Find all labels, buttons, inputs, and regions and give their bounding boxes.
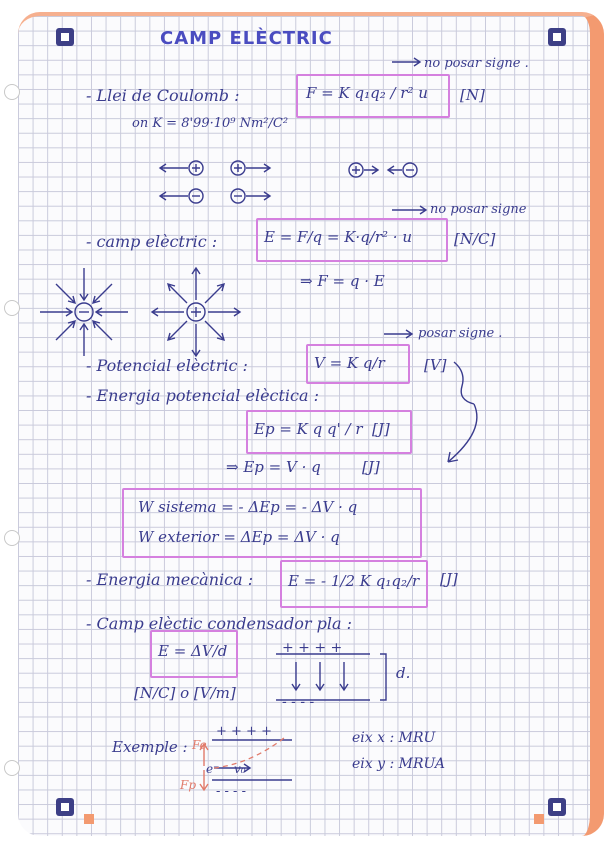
field-relation: ⇒ F = q · E xyxy=(300,272,385,290)
field-formula: E = F/q = K·q/r² · u xyxy=(264,228,413,246)
energy-label: - Energia potencial elèctica : xyxy=(86,386,320,405)
coulomb-constant: on K = 8'99·10⁹ Nm²/C² xyxy=(132,116,289,131)
potential-unit: [V] xyxy=(424,356,447,374)
example-plus-charges: + + + + xyxy=(216,724,272,739)
coulomb-unit: [N] xyxy=(460,86,485,104)
energy-unit: [J] xyxy=(372,420,390,438)
plate-plus-charges: + + + + xyxy=(282,640,343,656)
plate-minus-charges: - - - - xyxy=(282,694,315,710)
potential-note: posar signe . xyxy=(418,326,503,341)
x-axis-motion: eix x : MRU xyxy=(352,730,436,746)
velocity-label: v₀ xyxy=(234,762,246,776)
mechanical-label: - Energia mecànica : xyxy=(86,570,254,589)
condenser-units: [N/C] o [V/m] xyxy=(134,684,236,702)
work-exterior: W exterior = ΔEp = ΔV · q xyxy=(138,528,340,546)
field-note: no posar signe xyxy=(430,202,527,217)
condenser-label: - Camp elèctic condensador pla : xyxy=(86,614,353,633)
electric-force-label: Fe xyxy=(192,738,207,752)
field-unit: [N/C] xyxy=(454,230,496,248)
mechanical-unit: [J] xyxy=(440,570,458,588)
electron-label: e⁻ xyxy=(206,762,220,776)
work-system: W sistema = - ΔEp = - ΔV · q xyxy=(138,498,358,516)
potential-formula: V = K q/r xyxy=(314,354,385,372)
coulomb-formula: F = K q₁q₂ / r² u xyxy=(306,84,428,102)
energy-relation-unit: [J] xyxy=(362,458,380,476)
energy-relation: ⇒ Ep = V · q xyxy=(226,458,321,476)
condenser-formula: E = ΔV/d xyxy=(158,642,228,660)
field-label: - camp elèctric : xyxy=(86,232,218,251)
coulomb-label: - Llei de Coulomb : xyxy=(86,86,240,105)
example-label: Exemple : xyxy=(112,738,188,756)
energy-formula: Ep = K q q' / r xyxy=(254,420,363,438)
y-axis-motion: eix y : MRUA xyxy=(352,756,445,772)
potential-label: - Potencial elèctric : xyxy=(86,356,248,375)
plate-distance-label: d. xyxy=(396,664,411,682)
example-minus-charges: - - - - xyxy=(216,784,246,799)
page-title: CAMP ELÈCTRIC xyxy=(160,28,333,49)
weight-force-label: Fp xyxy=(180,778,197,792)
mechanical-formula: E = - 1/2 K q₁q₂/r xyxy=(288,572,420,590)
coulomb-note: no posar signe . xyxy=(424,56,529,71)
